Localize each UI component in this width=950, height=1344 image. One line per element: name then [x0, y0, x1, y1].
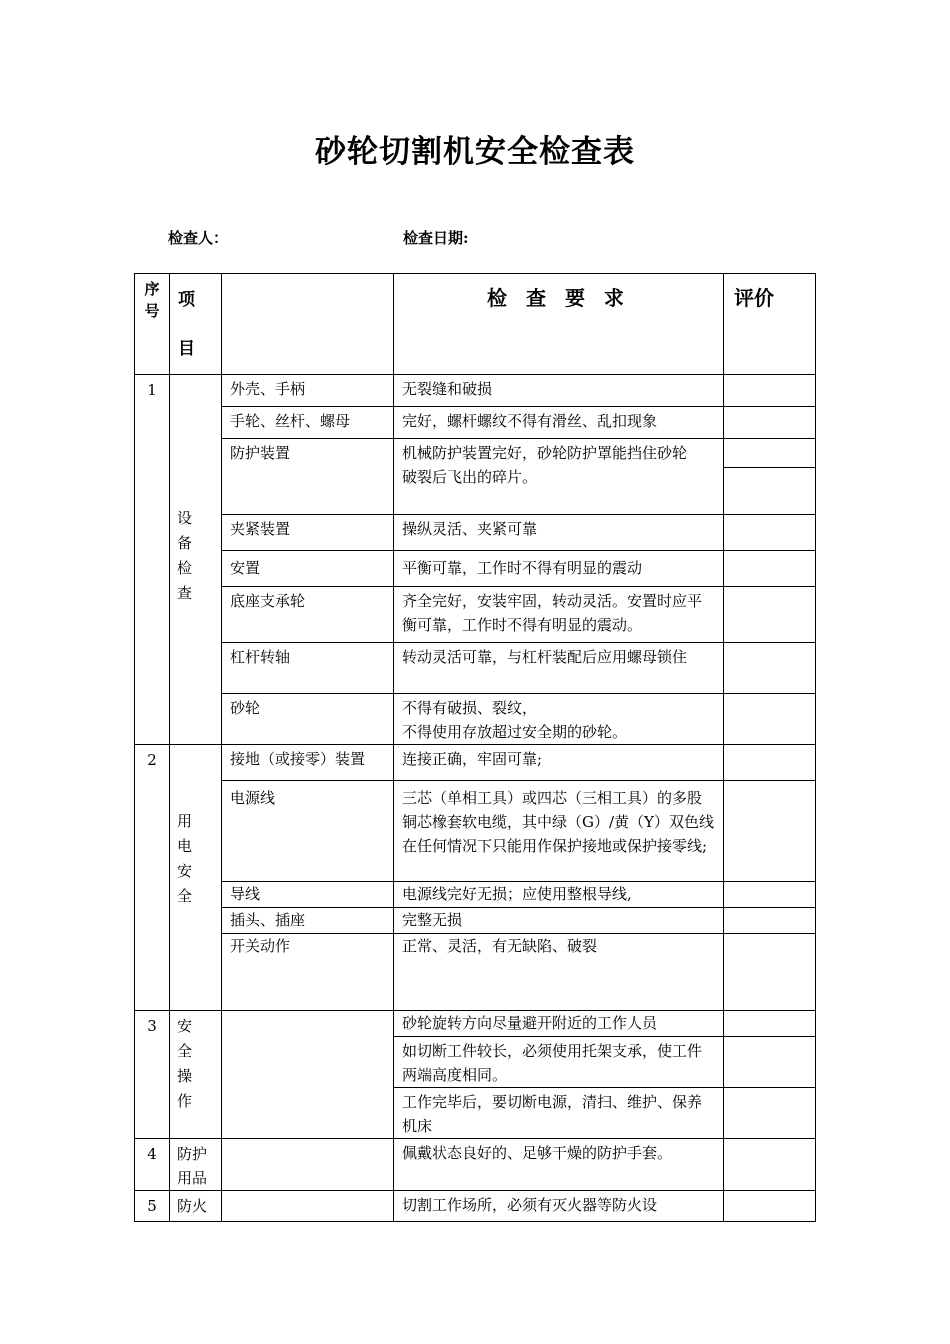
requirement-cell: 切割工作场所，必须有灭火器等防火设	[394, 1191, 724, 1222]
requirement-cell: 无裂缝和破损	[394, 375, 724, 407]
evaluation-cell[interactable]	[724, 934, 816, 1011]
header-evaluation: 评价	[724, 274, 816, 375]
section-number: 1	[135, 375, 170, 745]
section-category: 设备检查	[170, 375, 222, 745]
evaluation-cell[interactable]	[724, 407, 816, 439]
requirement-cell: 连接正确，牢固可靠;	[394, 745, 724, 781]
table-row	[135, 375, 816, 407]
evaluation-cell[interactable]	[724, 1011, 816, 1037]
requirement-cell: 不得有破损、裂纹， 不得使用存放超过安全期的砂轮。	[394, 694, 724, 745]
requirement-cell: 三芯（单相工具）或四芯（三相工具）的多股铜芯橡套软电缆，其中绿（G）/黄（Y）双色线在任何情况下只能用作保护接地或保护接零线;	[394, 781, 724, 882]
table-row	[135, 745, 816, 781]
evaluation-cell[interactable]	[724, 882, 816, 908]
evaluation-cell[interactable]	[724, 694, 816, 745]
inspector-label: 检查人：	[168, 229, 229, 247]
requirement-cell: 砂轮旋转方向尽量避开附近的工作人员	[394, 1011, 724, 1037]
section-number: 3	[135, 1011, 170, 1139]
requirement-cell: 完整无损	[394, 908, 724, 934]
evaluation-cell[interactable]	[724, 439, 816, 515]
evaluation-cell[interactable]	[724, 643, 816, 694]
requirement-cell: 齐全完好，安装牢固，转动灵活。安置时应平衡可靠，工作时不得有明显的震动。	[394, 587, 724, 643]
header-blank	[222, 274, 394, 375]
sub-item-empty	[222, 1011, 394, 1139]
requirement-cell: 完好，螺杆螺纹不得有滑丝、乱扣现象	[394, 407, 724, 439]
evaluation-cell[interactable]	[724, 375, 816, 407]
sub-item: 防护装置	[222, 439, 394, 515]
section-category: 防护用品	[170, 1139, 222, 1191]
section-number: 2	[135, 745, 170, 1011]
header-requirement: 检 查 要 求	[394, 274, 724, 375]
sub-item-empty	[222, 1139, 394, 1191]
table-row	[135, 1191, 816, 1222]
sub-item: 导线	[222, 882, 394, 908]
evaluation-cell[interactable]	[724, 781, 816, 882]
requirement-cell: 机械防护装置完好，砂轮防护罩能挡住砂轮 破裂后飞出的碎片。	[394, 439, 724, 515]
evaluation-cell[interactable]	[724, 1088, 816, 1139]
section-category: 安全操作	[170, 1011, 222, 1139]
table-row	[135, 643, 816, 694]
checklist-table	[134, 273, 816, 1222]
sub-item-empty	[222, 1191, 394, 1222]
evaluation-cell[interactable]	[724, 587, 816, 643]
table-header-row	[135, 274, 816, 375]
sub-item: 外壳、手柄	[222, 375, 394, 407]
page-title: 砂轮切割机安全检查表	[315, 134, 635, 170]
evaluation-cell[interactable]	[724, 908, 816, 934]
table-row	[135, 407, 816, 439]
header-seq: 序号	[135, 274, 170, 375]
sub-item: 夹紧装置	[222, 515, 394, 551]
table-row	[135, 781, 816, 882]
evaluation-cell[interactable]	[724, 515, 816, 551]
section-number: 5	[135, 1191, 170, 1222]
evaluation-cell[interactable]	[724, 1191, 816, 1222]
header-item: 项 目	[170, 274, 222, 375]
sub-item: 插头、插座	[222, 908, 394, 934]
table-row	[135, 908, 816, 934]
section-category: 用电安全	[170, 745, 222, 1011]
requirement-cell: 转动灵活可靠，与杠杆装配后应用螺母锁住	[394, 643, 724, 694]
table-row	[135, 587, 816, 643]
table-row	[135, 882, 816, 908]
evaluation-cell[interactable]	[724, 745, 816, 781]
sub-item: 底座支承轮	[222, 587, 394, 643]
date-label: 检查日期:	[403, 229, 469, 247]
requirement-cell: 平衡可靠，工作时不得有明显的震动	[394, 551, 724, 587]
table-row	[135, 1139, 816, 1191]
requirement-cell: 佩戴状态良好的、足够干燥的防护手套。	[394, 1139, 724, 1191]
sub-item: 杠杆转轴	[222, 643, 394, 694]
sub-item: 砂轮	[222, 694, 394, 745]
sub-item: 安置	[222, 551, 394, 587]
evaluation-cell[interactable]	[724, 1139, 816, 1191]
table-row	[135, 1011, 816, 1037]
table-row	[135, 439, 816, 515]
sub-item: 接地（或接零）装置	[222, 745, 394, 781]
sub-item: 电源线	[222, 781, 394, 882]
evaluation-cell[interactable]	[724, 1037, 816, 1088]
section-category: 防火	[170, 1191, 222, 1222]
requirement-cell: 电源线完好无损；应使用整根导线,	[394, 882, 724, 908]
table-row	[135, 934, 816, 1011]
requirement-cell: 操纵灵活、夹紧可靠	[394, 515, 724, 551]
sub-item: 手轮、丝杆、螺母	[222, 407, 394, 439]
sub-item: 开关动作	[222, 934, 394, 1011]
requirement-cell: 工作完毕后，要切断电源，清扫、维护、保养机床	[394, 1088, 724, 1139]
section-number: 4	[135, 1139, 170, 1191]
table-row	[135, 694, 816, 745]
requirement-cell: 正常、灵活，有无缺陷、破裂	[394, 934, 724, 1011]
table-row	[135, 515, 816, 551]
requirement-cell: 如切断工件较长，必须使用托架支承，使工件两端高度相同。	[394, 1037, 724, 1088]
table-row	[135, 551, 816, 587]
evaluation-cell[interactable]	[724, 551, 816, 587]
